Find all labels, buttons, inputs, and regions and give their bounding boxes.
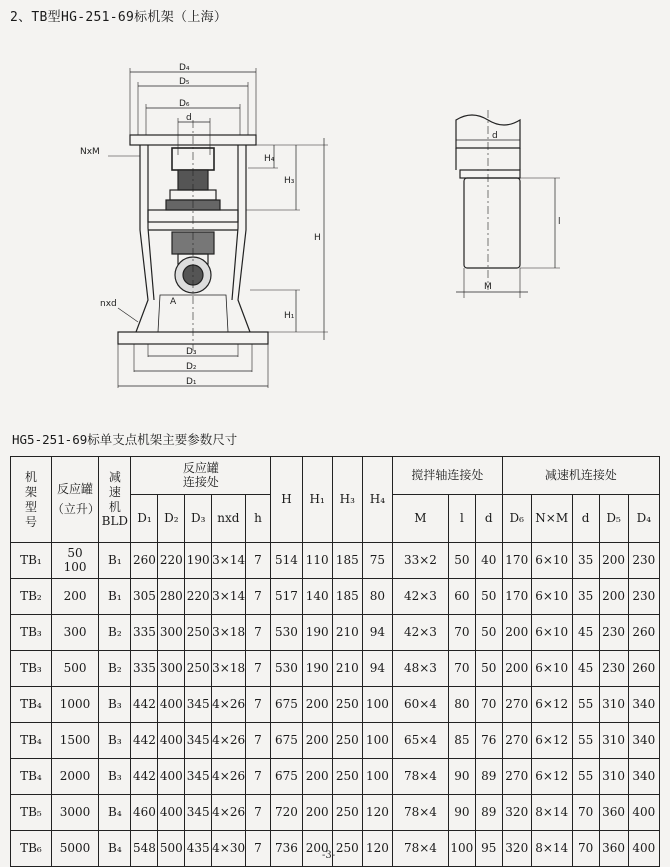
table-cell: 50 100 — [51, 543, 98, 579]
shaft-label-l: l — [558, 217, 561, 227]
table-cell: 360 — [599, 831, 628, 867]
table-cell: 250 — [185, 651, 212, 687]
shaft-drawing — [440, 100, 590, 300]
table-cell: 280 — [158, 579, 185, 615]
table-cell: 80 — [362, 579, 392, 615]
table-row — [11, 651, 660, 687]
shaft-label-d: d — [492, 131, 498, 141]
table-cell: 200 — [302, 687, 332, 723]
table-cell: B₁ — [99, 579, 131, 615]
table-cell: 7 — [245, 615, 271, 651]
table-cell: 320 — [502, 795, 531, 831]
table-cell: 70 — [448, 651, 475, 687]
table-cell: 460 — [131, 795, 158, 831]
table-cell: 78×4 — [392, 831, 448, 867]
header-reactor: 反应罐 （立升） — [51, 457, 98, 543]
table-row — [11, 831, 660, 867]
table-cell: 530 — [271, 615, 302, 651]
table-cell: 250 — [185, 615, 212, 651]
header-d2: d — [572, 495, 599, 543]
label-NxM: NxM — [80, 147, 100, 157]
header-D4: D₄ — [628, 495, 659, 543]
table-cell: 70 — [572, 795, 599, 831]
table-cell: 50 — [475, 615, 502, 651]
header-M: M — [392, 495, 448, 543]
table-cell: 400 — [628, 795, 659, 831]
table-cell: 530 — [271, 651, 302, 687]
table-cell: 6×10 — [531, 651, 572, 687]
header-H3: H₃ — [332, 457, 362, 543]
table-cell: 7 — [245, 543, 271, 579]
label-D5: D₅ — [179, 77, 190, 87]
label-H3: H₃ — [284, 176, 295, 186]
table-cell: 210 — [332, 615, 362, 651]
table-cell: 335 — [131, 615, 158, 651]
table-cell: 2000 — [51, 759, 98, 795]
table-cell: 345 — [185, 759, 212, 795]
table-cell: 6×12 — [531, 759, 572, 795]
table-cell: 100 — [362, 687, 392, 723]
table-cell: 70 — [572, 831, 599, 867]
table-cell: 42×3 — [392, 579, 448, 615]
table-cell: 310 — [599, 687, 628, 723]
table-cell: 6×10 — [531, 615, 572, 651]
table-cell: 185 — [332, 579, 362, 615]
table-cell: 140 — [302, 579, 332, 615]
table-cell: 300 — [51, 615, 98, 651]
table-cell: 442 — [131, 723, 158, 759]
table-cell: 35 — [572, 543, 599, 579]
table-cell: 6×12 — [531, 723, 572, 759]
header-tank-connection: 反应罐 连接处 — [131, 457, 271, 495]
table-cell: 55 — [572, 723, 599, 759]
table-cell: 85 — [448, 723, 475, 759]
table-cell: 675 — [271, 723, 302, 759]
table-cell: 250 — [332, 723, 362, 759]
table-cell: TB₄ — [11, 759, 52, 795]
table-row — [11, 543, 660, 579]
table-cell: 442 — [131, 759, 158, 795]
table-cell: 200 — [302, 795, 332, 831]
table-cell: 94 — [362, 615, 392, 651]
header-H4: H₄ — [362, 457, 392, 543]
table-cell: 100 — [362, 723, 392, 759]
table-cell: 6×12 — [531, 687, 572, 723]
table-cell: 100 — [448, 831, 475, 867]
table-cell: 4×30 — [212, 831, 245, 867]
header-d: d — [475, 495, 502, 543]
table-cell: 60 — [448, 579, 475, 615]
table-cell: 220 — [185, 579, 212, 615]
table-cell: 7 — [245, 831, 271, 867]
header-D1: D₁ — [131, 495, 158, 543]
table-cell: 70 — [448, 615, 475, 651]
table-cell: 345 — [185, 723, 212, 759]
label-D1: D₁ — [186, 377, 197, 387]
table-cell: 7 — [245, 795, 271, 831]
table-cell: 70 — [475, 687, 502, 723]
table-cell: 260 — [628, 651, 659, 687]
table-cell: 736 — [271, 831, 302, 867]
label-H4: H₄ — [264, 154, 275, 164]
table-cell: TB₄ — [11, 723, 52, 759]
table-cell: 260 — [628, 615, 659, 651]
table-cell: 60×4 — [392, 687, 448, 723]
table-cell: 4×26 — [212, 687, 245, 723]
table-cell: 55 — [572, 687, 599, 723]
table-cell: 55 — [572, 759, 599, 795]
header-H: H — [271, 457, 302, 543]
table-cell: 35 — [572, 579, 599, 615]
label-D6: D₆ — [179, 99, 190, 109]
label-D4: D₄ — [179, 63, 190, 73]
table-cell: 548 — [131, 831, 158, 867]
table-cell: 500 — [51, 651, 98, 687]
table-cell: TB₆ — [11, 831, 52, 867]
table-cell: TB₅ — [11, 795, 52, 831]
table-cell: 514 — [271, 543, 302, 579]
table-cell: 65×4 — [392, 723, 448, 759]
table-cell: 110 — [302, 543, 332, 579]
table-cell: 200 — [502, 615, 531, 651]
table-cell: B₁ — [99, 543, 131, 579]
table-cell: 340 — [628, 723, 659, 759]
table-cell: TB₁ — [11, 543, 52, 579]
table-cell: 78×4 — [392, 759, 448, 795]
table-cell: 100 — [362, 759, 392, 795]
header-nxd: nxd — [212, 495, 245, 543]
table-cell: B₃ — [99, 723, 131, 759]
table-cell: 400 — [158, 759, 185, 795]
table-row — [11, 615, 660, 651]
table-cell: 300 — [158, 615, 185, 651]
table-cell: 250 — [332, 831, 362, 867]
table-cell: 120 — [362, 831, 392, 867]
label-H1: H₁ — [284, 311, 295, 321]
table-cell: 1500 — [51, 723, 98, 759]
table-cell: 8×14 — [531, 831, 572, 867]
parameter-table — [10, 456, 660, 867]
table-cell: 200 — [302, 723, 332, 759]
table-cell: 270 — [502, 687, 531, 723]
table-cell: TB₄ — [11, 687, 52, 723]
table-cell: TB₃ — [11, 615, 52, 651]
label-nxd: nxd — [100, 299, 117, 309]
table-row — [11, 687, 660, 723]
table-cell: B₄ — [99, 795, 131, 831]
table-cell: TB₃ — [11, 651, 52, 687]
table-row — [11, 759, 660, 795]
header-reducer-connection: 减速机连接处 — [502, 457, 659, 495]
table-cell: 50 — [475, 579, 502, 615]
table-cell: 200 — [302, 831, 332, 867]
table-cell: 300 — [158, 651, 185, 687]
table-cell: 1000 — [51, 687, 98, 723]
table-cell: 200 — [502, 651, 531, 687]
table-cell: 400 — [158, 687, 185, 723]
table-cell: 310 — [599, 723, 628, 759]
table-cell: 3×14 — [212, 543, 245, 579]
table-cell: 6×10 — [531, 579, 572, 615]
table-cell: 3000 — [51, 795, 98, 831]
table-cell: 270 — [502, 759, 531, 795]
table-cell: 400 — [158, 723, 185, 759]
table-cell: 75 — [362, 543, 392, 579]
table-cell: 190 — [185, 543, 212, 579]
table-cell: 6×10 — [531, 543, 572, 579]
table-cell: 94 — [362, 651, 392, 687]
table-cell: 200 — [51, 579, 98, 615]
table-cell: 270 — [502, 723, 531, 759]
table-cell: 120 — [362, 795, 392, 831]
table-cell: 4×26 — [212, 759, 245, 795]
table-cell: 517 — [271, 579, 302, 615]
table-cell: 78×4 — [392, 795, 448, 831]
table-cell: 435 — [185, 831, 212, 867]
table-cell: 95 — [475, 831, 502, 867]
table-cell: 45 — [572, 651, 599, 687]
header-l: l — [448, 495, 475, 543]
table-cell: 220 — [158, 543, 185, 579]
header-D3: D₃ — [185, 495, 212, 543]
table-cell: 200 — [599, 579, 628, 615]
table-row — [11, 579, 660, 615]
table-title: HG5-251-69标单支点机架主要参数尺寸 — [12, 432, 238, 447]
label-A: A — [170, 297, 177, 307]
table-cell: 200 — [599, 543, 628, 579]
table-cell: B₂ — [99, 615, 131, 651]
table-cell: TB₂ — [11, 579, 52, 615]
table-cell: 3×18 — [212, 651, 245, 687]
header-H1: H₁ — [302, 457, 332, 543]
label-D2: D₂ — [186, 362, 197, 372]
table-cell: 340 — [628, 687, 659, 723]
table-cell: 45 — [572, 615, 599, 651]
table-cell: 7 — [245, 723, 271, 759]
table-cell: 50 — [475, 651, 502, 687]
table-cell: 250 — [332, 795, 362, 831]
table-cell: 500 — [158, 831, 185, 867]
table-row — [11, 723, 660, 759]
table-cell: 230 — [599, 651, 628, 687]
table-cell: 50 — [448, 543, 475, 579]
table-cell: 7 — [245, 759, 271, 795]
header-D2: D₂ — [158, 495, 185, 543]
table-cell: 4×26 — [212, 723, 245, 759]
table-cell: 442 — [131, 687, 158, 723]
table-cell: B₂ — [99, 651, 131, 687]
table-cell: 345 — [185, 795, 212, 831]
table-cell: 320 — [502, 831, 531, 867]
section-heading: 2、TB型HG-251-69标机架（上海） — [10, 10, 228, 25]
table-cell: 170 — [502, 543, 531, 579]
table-cell: 720 — [271, 795, 302, 831]
table-cell: 675 — [271, 687, 302, 723]
label-H: H — [314, 233, 321, 243]
table-cell: 400 — [628, 831, 659, 867]
table-cell: 80 — [448, 687, 475, 723]
label-d: d — [186, 113, 192, 123]
table-cell: 230 — [599, 615, 628, 651]
table-cell: B₄ — [99, 831, 131, 867]
table-cell: 4×26 — [212, 795, 245, 831]
header-model: 机架型号 — [11, 457, 52, 543]
table-cell: 170 — [502, 579, 531, 615]
table-cell: 48×3 — [392, 651, 448, 687]
table-cell: 90 — [448, 759, 475, 795]
table-cell: 190 — [302, 615, 332, 651]
table-cell: 260 — [131, 543, 158, 579]
table-cell: 400 — [158, 795, 185, 831]
header-h: h — [245, 495, 271, 543]
table-cell: 250 — [332, 759, 362, 795]
table-cell: 185 — [332, 543, 362, 579]
table-cell: 42×3 — [392, 615, 448, 651]
table-cell: 7 — [245, 579, 271, 615]
header-D5: D₅ — [599, 495, 628, 543]
page-number: -3- — [322, 850, 336, 861]
table-cell: 3×14 — [212, 579, 245, 615]
table-cell: 340 — [628, 759, 659, 795]
table-cell: 89 — [475, 759, 502, 795]
table-cell: B₃ — [99, 759, 131, 795]
table-cell: 305 — [131, 579, 158, 615]
table-row — [11, 795, 660, 831]
table-cell: 190 — [302, 651, 332, 687]
table-cell: 250 — [332, 687, 362, 723]
table-cell: 90 — [448, 795, 475, 831]
table-cell: 200 — [302, 759, 332, 795]
table-cell: 310 — [599, 759, 628, 795]
table-cell: 76 — [475, 723, 502, 759]
table-cell: 3×18 — [212, 615, 245, 651]
header-shaft-connection: 搅拌轴连接处 — [392, 457, 502, 495]
table-cell: 335 — [131, 651, 158, 687]
table-cell: 40 — [475, 543, 502, 579]
header-NxM: N×M — [531, 495, 572, 543]
table-cell: 8×14 — [531, 795, 572, 831]
table-cell: 675 — [271, 759, 302, 795]
table-cell: 7 — [245, 651, 271, 687]
table-cell: 7 — [245, 687, 271, 723]
table-cell: 89 — [475, 795, 502, 831]
header-reducer: 减速机 BLD — [99, 457, 131, 543]
header-D6: D₆ — [502, 495, 531, 543]
label-D3: D₃ — [186, 347, 197, 357]
table-cell: 360 — [599, 795, 628, 831]
table-cell: 5000 — [51, 831, 98, 867]
shaft-label-M: M — [484, 282, 492, 292]
table-cell: 210 — [332, 651, 362, 687]
table-cell: 230 — [628, 579, 659, 615]
table-cell: 230 — [628, 543, 659, 579]
table-cell: 33×2 — [392, 543, 448, 579]
frame-drawing — [78, 60, 368, 395]
table-cell: 345 — [185, 687, 212, 723]
table-cell: B₃ — [99, 687, 131, 723]
